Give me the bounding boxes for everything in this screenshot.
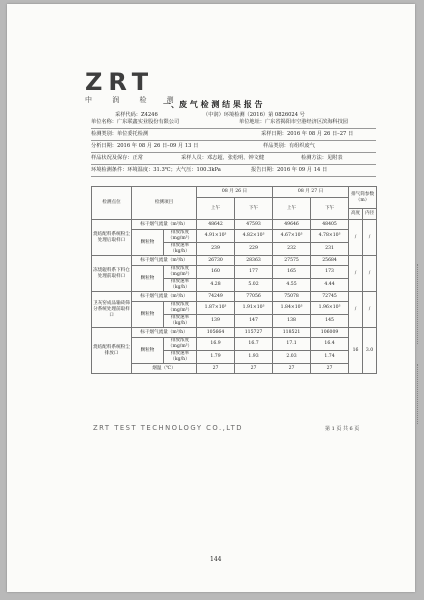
- edge-marks: [417, 364, 420, 424]
- table-cell: 27575: [273, 256, 311, 266]
- pollutant-label: 颗粒物: [132, 266, 164, 292]
- table-cell: 16.7: [235, 338, 273, 351]
- header-am-1: 上午: [197, 198, 235, 220]
- stack-diameter: /: [363, 256, 377, 292]
- rate-label: 排放速率（kg/h）: [164, 351, 197, 364]
- table-cell: 1.79: [197, 351, 235, 364]
- table-cell: 75078: [273, 292, 311, 302]
- table-cell: 1.96×10³: [311, 302, 349, 315]
- table-cell: 5.02: [235, 279, 273, 292]
- info-row-environment: [91, 165, 376, 177]
- stack-diameter: /: [363, 220, 377, 256]
- rate-label: 排放速率（kg/h）: [164, 279, 197, 292]
- table-cell: 77056: [235, 292, 273, 302]
- table-cell: 177: [235, 266, 273, 279]
- document-page: [7, 4, 415, 592]
- table-cell: 47593: [235, 220, 273, 230]
- header-item: 检测项目: [132, 187, 197, 220]
- table-cell: 147: [235, 315, 273, 328]
- table-cell: 229: [235, 243, 273, 256]
- header-date-1: 08 月 26 日: [197, 187, 273, 198]
- table-cell: 27: [235, 364, 273, 374]
- table-cell: 115727: [235, 328, 273, 338]
- table-cell: 232: [273, 243, 311, 256]
- client-address: 单位地址：广东省揭阳市空港经济区滨海科技园: [239, 119, 348, 125]
- table-cell: 118521: [273, 328, 311, 338]
- table-cell: 139: [197, 315, 235, 328]
- table-cell: 1.87×10³: [197, 302, 235, 315]
- table-cell: 1.91×10³: [235, 302, 273, 315]
- stack-height: /: [349, 292, 363, 328]
- conc-label: 排放浓度（mg/m³）: [164, 230, 197, 243]
- flow-label: 标干烟气流量（m³/h）: [132, 256, 197, 266]
- table-cell: 27: [311, 364, 349, 374]
- footer-brand: ZRT TEST TECHNOLOGY CO.,LTD: [93, 424, 244, 432]
- header-pm-2: 下午: [311, 198, 349, 220]
- test-method: 检测方法：见附表: [301, 155, 343, 161]
- group-point: 烧结配料系统粉尘处理后取样口: [92, 220, 132, 256]
- sampling-date: 采样日期：2016 年 08 月 26 日–27 日: [261, 131, 354, 137]
- stack-diameter: /: [363, 292, 377, 328]
- stack-diameter: 3.0: [363, 328, 377, 374]
- table-cell: 106009: [311, 328, 349, 338]
- rate-label: 排放速率（kg/h）: [164, 243, 197, 256]
- table-cell: 2.03: [273, 351, 311, 364]
- header-date-2: 08 月 27 日: [273, 187, 349, 198]
- table-cell: 72745: [311, 292, 349, 302]
- conc-label: 排放浓度（mg/m³）: [164, 302, 197, 315]
- flow-label: 标干烟气流量（m³/h）: [132, 328, 197, 338]
- flow-label: 标干烟气流量（m³/h）: [132, 292, 197, 302]
- info-row-client: [91, 117, 376, 129]
- table-cell: 165: [273, 266, 311, 279]
- page-index: 第 1 页 共 6 页: [325, 426, 360, 432]
- table-cell: 16.4: [311, 338, 349, 351]
- stack-height: /: [349, 220, 363, 256]
- logo-subtitle: 中 润 检 测: [85, 96, 183, 104]
- report-title: 一、废 气 检 测 结 果 报 告: [163, 99, 263, 109]
- info-row-analysis: [91, 141, 376, 153]
- table-cell: 74249: [197, 292, 235, 302]
- header-point: 检测点位: [92, 187, 132, 220]
- report-date: 报告日期：2016 年 09 月 14 日: [251, 167, 328, 173]
- info-row-status: [91, 153, 376, 165]
- table-cell: 105664: [197, 328, 235, 338]
- table-cell: 49646: [273, 220, 311, 230]
- stack-height: 16: [349, 328, 363, 374]
- table-cell: 1.93: [235, 351, 273, 364]
- table-cell: 48642: [197, 220, 235, 230]
- table-cell: 16.9: [197, 338, 235, 351]
- table-cell: 27: [273, 364, 311, 374]
- table-cell: 4.67×10³: [273, 230, 311, 243]
- pollutant-label: 颗粒物: [132, 230, 164, 256]
- analysis-date: 分析日期：2016 年 08 月 26 日–09 月 13 日: [91, 143, 199, 149]
- table-cell: 48405: [311, 220, 349, 230]
- table-cell: 28363: [235, 256, 273, 266]
- page-number: 144: [210, 556, 222, 563]
- header-pm-1: 下午: [235, 198, 273, 220]
- flow-label: 标干烟气流量（m³/h）: [132, 220, 197, 230]
- header-stack: 排气筒参数（m）: [349, 187, 377, 209]
- stack-height: /: [349, 256, 363, 292]
- table-cell: 4.55: [273, 279, 311, 292]
- logo-text: ZRT: [85, 68, 155, 96]
- table-cell: 25684: [311, 256, 349, 266]
- group-point: 烧结配料系统粉尘排放口: [92, 328, 132, 374]
- environment-conditions: 环境检测条件：环境温度：31.3℃；大气压：100.3kPa: [91, 167, 221, 173]
- table-cell: 17.1: [273, 338, 311, 351]
- report-number: （中润）环境检测（2016）第 0826024 号: [203, 112, 305, 118]
- results-table: [91, 186, 377, 374]
- sample-type: 样品类别：有组织废气: [263, 143, 315, 149]
- table-cell: 138: [273, 315, 311, 328]
- group-point: 冻烧辊料系下料仓处理前取样口: [92, 256, 132, 292]
- rate-label: 排放速率（kg/h）: [164, 315, 197, 328]
- table-cell: 173: [311, 266, 349, 279]
- table-cell: 239: [197, 243, 235, 256]
- table-cell: 145: [311, 315, 349, 328]
- group-point: 卫灰窑成品输砖筛分系统处理前取样口: [92, 292, 132, 328]
- table-cell: 231: [311, 243, 349, 256]
- table-cell: 1.84×10³: [273, 302, 311, 315]
- table-cell: 1.74: [311, 351, 349, 364]
- table-cell: 4.91×10³: [197, 230, 235, 243]
- header-diameter: 内径: [363, 209, 377, 220]
- pollutant-label: 颗粒物: [132, 302, 164, 328]
- table-cell: 160: [197, 266, 235, 279]
- edge-marks: [417, 264, 420, 344]
- conc-label: 排放浓度（mg/m³）: [164, 266, 197, 279]
- table-cell: 4.44: [311, 279, 349, 292]
- client-name: 单位名称：广东联鑫实业股份有限公司: [91, 119, 180, 125]
- samplers: 采样人员：邓志超、张松明、钟文健: [181, 155, 265, 161]
- table-cell: 27: [197, 364, 235, 374]
- table-cell: 4.28: [197, 279, 235, 292]
- sample-status: 样品状况及保存：正常: [91, 155, 143, 161]
- conc-label: 排放浓度（mg/m³）: [164, 338, 197, 351]
- table-cell: 4.82×10³: [235, 230, 273, 243]
- header-am-2: 上午: [273, 198, 311, 220]
- temp-label: 烟温（℃）: [132, 364, 197, 374]
- pollutant-label: 颗粒物: [132, 338, 164, 364]
- test-category: 检测类别：单位委托检测: [91, 131, 149, 137]
- header-height: 高度: [349, 209, 363, 220]
- table-cell: 26730: [197, 256, 235, 266]
- info-row-category: [91, 129, 376, 141]
- table-cell: 4.78×10³: [311, 230, 349, 243]
- sample-code: 采样代码：Z4246: [115, 112, 158, 118]
